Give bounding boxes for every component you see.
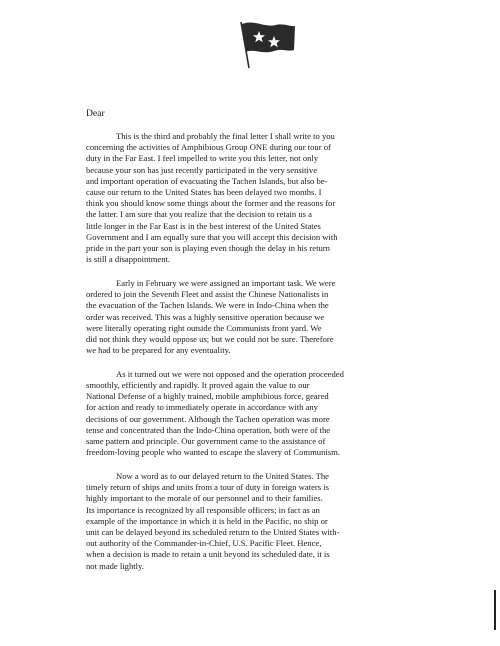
paragraph-2	[86, 278, 472, 356]
text-line: were literally operating right outside the Communists front yard. We	[86, 322, 322, 333]
text-line: because your son has just recently participated in the very sensitive	[86, 164, 318, 175]
text-line: Early in February we were assigned an important task. We were	[116, 277, 336, 288]
text-line: think you should know some things about the former and the reasons for	[86, 198, 336, 209]
text-line: ordered to join the Seventh Fleet and assist the Chinese Nationalists in	[86, 289, 329, 300]
text-line: Government and I am equally sure that you will accept this decision with	[86, 231, 338, 242]
text-line: and important operation of evacuating the Tachen Islands, but also be-	[86, 175, 328, 186]
text-line: is still a disappointment.	[86, 254, 171, 265]
text-line: example of the importance in which it is held in the Pacific, no ship or	[86, 515, 328, 526]
text-line: tense and concentrated than the Indo-China operation, both were of the	[86, 424, 331, 435]
paragraph-3	[86, 369, 472, 459]
text-line: when a decision is made to retain a unit beyond its scheduled date, it is	[86, 549, 330, 560]
paragraph-1	[86, 131, 472, 265]
text-line: duty in the Far East. I feel impelled to write you this letter, not only	[86, 153, 319, 164]
text-line: the latter. I am sure that you realize that the decision to retain us a	[86, 209, 312, 220]
paragraph-4	[86, 471, 472, 572]
text-line: unit can be delayed beyond its scheduled return to the United States with-	[86, 527, 340, 537]
text-line: we had to be prepared for any eventuality.	[86, 345, 231, 356]
text-line: decisions of our government. Although the Tachen operation was more	[86, 413, 330, 424]
letter-body	[86, 131, 472, 584]
text-line: did not think they would oppose us; but we could not be sure. Therefore	[86, 333, 334, 344]
text-line: Its importance is recognized by all responsible officers; in fact as an	[86, 504, 320, 515]
text-line: same pattern and principle. Our government came to the assistance of	[86, 436, 326, 447]
text-line: for action and ready to immediately operate in accordance with any	[86, 402, 318, 413]
text-line: This is the third and probably the final letter I shall write to you	[116, 131, 335, 141]
text-line: not made lightly.	[86, 560, 144, 571]
text-line: little longer in the Far East is in the best interest of the United States	[86, 220, 321, 231]
text-line: National Defense of a highly trained, mobile amphibious force, geared	[86, 391, 329, 402]
two-star-flag-icon	[238, 18, 298, 70]
text-line: Now a word as to our delayed return to the United States. The	[116, 470, 329, 481]
text-line: pride in the part your son is playing even though the delay in his return	[86, 243, 330, 254]
scan-edge-mark	[494, 590, 496, 630]
text-line: highly important to the morale of our personnel and to their families.	[86, 493, 323, 504]
text-line: the evacuation of the Tachen Islands. We were in Indo-China when the	[86, 300, 329, 311]
text-line: out authority of the Commander-in-Chief, U.S. Pacific Fleet. Hence,	[86, 538, 322, 549]
text-line: smoothly, efficiently and rapidly. It proved again the value to our	[86, 380, 310, 391]
text-line: cause our return to the United States has been delayed two months. I	[86, 187, 322, 198]
text-line: As it turned out we were not opposed and the operation proceeded	[116, 368, 344, 379]
text-line: concerning the activities of Amphibious Group ONE during our tour of	[86, 142, 331, 153]
text-line: timely return of ships and units from a tour of duty in foreign waters is	[86, 482, 329, 493]
text-line: freedom-loving people who wanted to escape the slavery of Communism.	[86, 447, 340, 458]
salutation: Dear	[86, 108, 105, 119]
text-line: order was received. This was a highly sensitive operation because we	[86, 311, 325, 322]
